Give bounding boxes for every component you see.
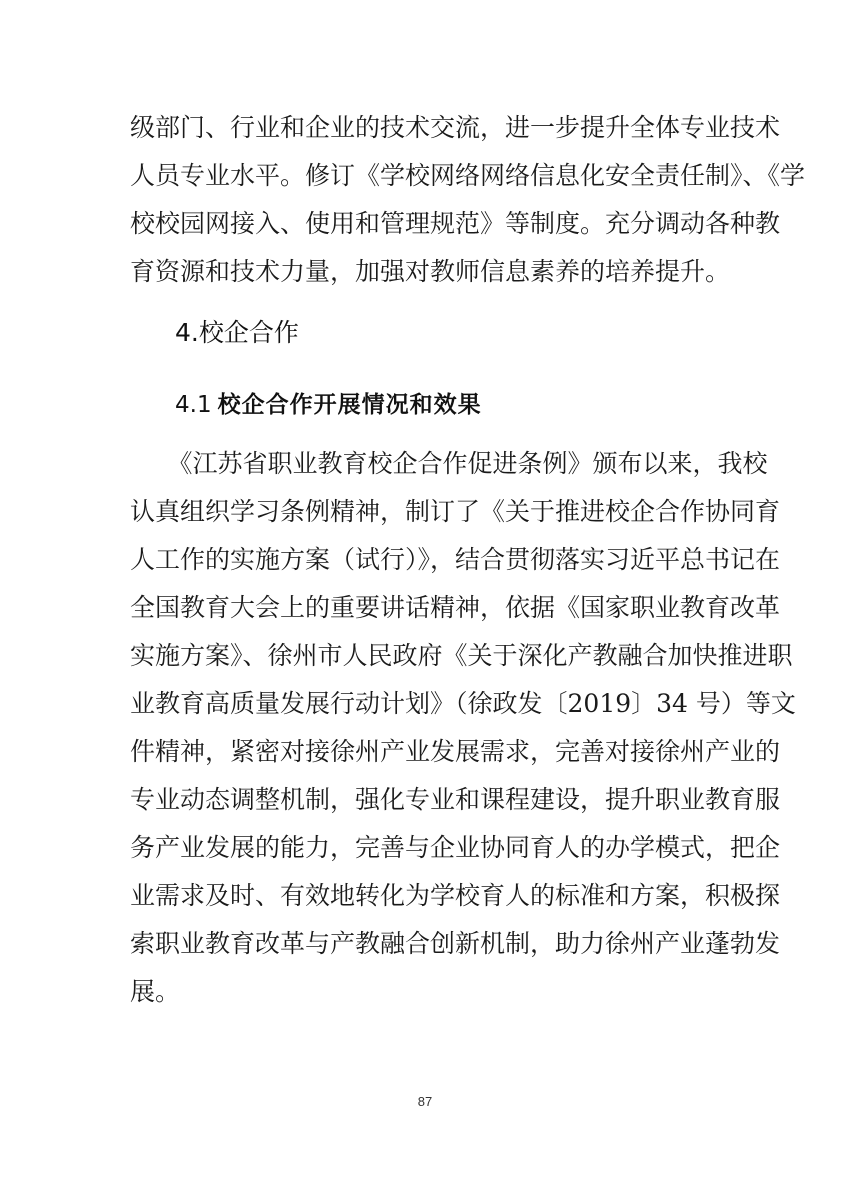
paragraph-line: 实施方案》、徐州市人民政府《关于深化产教融合加快推进职 (130, 641, 793, 670)
subsection-title: 校企合作开展情况和效果 (217, 392, 482, 418)
paragraph-line: 全国教育大会上的重要讲话精神，依据《国家职业教育改革 (130, 593, 781, 622)
paragraph-line: 业教育高质量发展行动计划》（徐政发〔2019〕34 号）等文 (130, 689, 796, 718)
paragraph-line: 校校园网接入、使用和管理规范》等制度。充分调动各种教 (130, 209, 781, 238)
paragraph-line: 务产业发展的能力，完善与企业协同育人的办学模式，把企 (130, 833, 781, 862)
paragraph-line: 育资源和技术力量，加强对教师信息素养的培养提升。 (130, 257, 731, 286)
paragraph-line: 人员专业水平。修订《学校网络网络信息化安全责任制》、《学 (130, 161, 806, 190)
paragraph-line: 展。 (130, 977, 181, 1006)
page-number: 87 (417, 1094, 433, 1109)
subsection-heading (175, 387, 482, 423)
paragraph-line: 《江苏省职业教育校企合作促进条例》颁布以来，我校 (130, 449, 768, 478)
paragraph-line: 级部门、行业和企业的技术交流，进一步提升全体专业技术 (130, 113, 781, 142)
paragraph-line: 索职业教育改革与产教融合创新机制，助力徐州产业蓬勃发 (130, 929, 781, 958)
paragraph-line: 专业动态调整机制，强化专业和课程建设，提升职业教育服 (130, 785, 781, 814)
subsection-number: 4.1 (175, 392, 212, 418)
paragraph-line: 业需求及时、有效地转化为学校育人的标准和方案，积极探 (130, 881, 781, 910)
paragraph-line: 人工作的实施方案（试行）》，结合贯彻落实习近平总书记在 (130, 545, 781, 574)
paragraph-line: 件精神，紧密对接徐州产业发展需求，完善对接徐州产业的 (130, 737, 781, 766)
paragraph-line: 认真组织学习条例精神，制订了《关于推进校企合作协同育 (130, 497, 781, 526)
section-heading: 4.校企合作 (175, 318, 299, 347)
